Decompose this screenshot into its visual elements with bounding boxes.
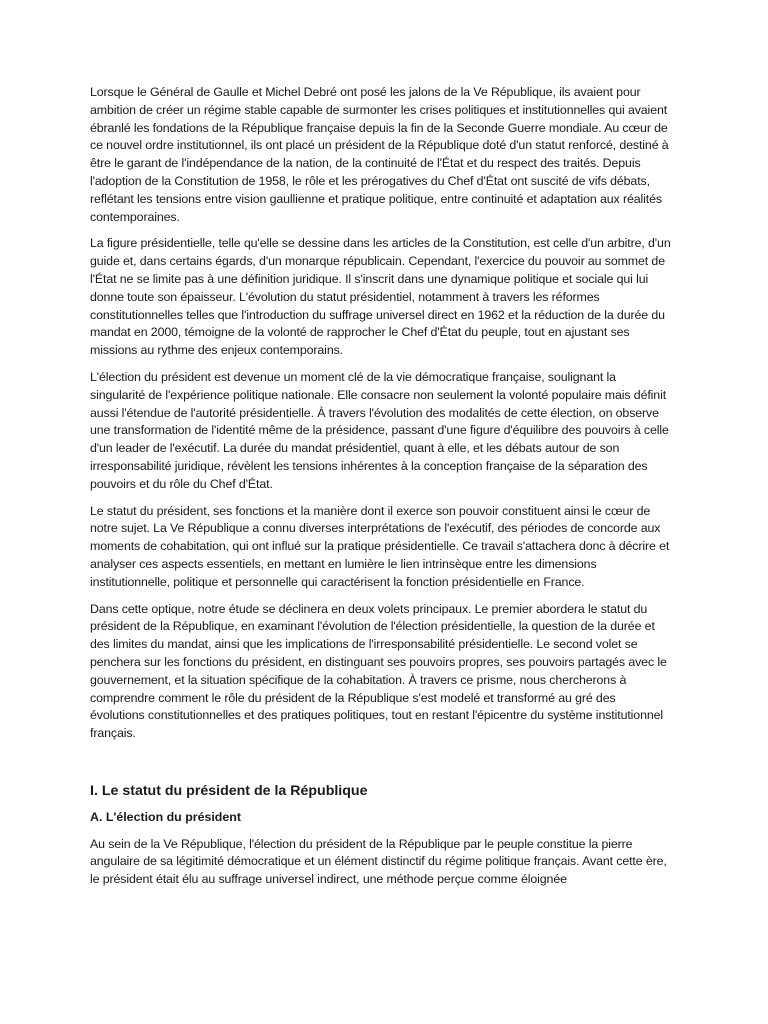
intro-paragraph-4: Le statut du président, ses fonctions et la manière dont il exerce son pouvoir constituent ainsi le cœur de notre sujet. La Ve République a connu diverses interprétations de l'exécutif, des périodes de concorde aux moments de cohabitation, qui ont influé sur la pratique présidentielle. Ce travail s'attachera donc à décrire et analyser ces aspects essentiels, en mettant en lumière le lien intrinsèque entre les dimensions institutionnelle, politique et personnelle qui caractérisent la fonction présidentielle en France. xyxy=(90,503,670,589)
section-heading: I. Le statut du président de la République xyxy=(90,782,368,799)
section-paragraph: Au sein de la Ve République, l'élection du président de la République par le peuple constitue la pierre angulaire de sa légitimité démocratique et un élément distinctif du régime politique français. Avant cette ère, le président était élu au suffrage universel indirect, une méthode perçue comme éloignée xyxy=(90,836,667,887)
intro-paragraph-5: Dans cette optique, notre étude se déclinera en deux volets principaux. Le premier abordera le statut du président de la République, en examinant l'évolution de l'élection présidentielle, la question de la durée et des limites du mandat, ainsi que les implications de l'irresponsabilité présidentielle. Le second volet se penchera sur les fonctions du président, en distinguant ses pouvoirs propres, ses pouvoirs partagés avec le gouvernement, et la situation spécifique de la cohabitation. À travers ce prisme, nous chercherons à comprendre comment le rôle du président de la République s'est modelé et transformé au gré des évolutions constitutionnelles et des pratiques politiques, tout en restant l'épicentre du système institutionnel français. xyxy=(90,601,667,741)
subsection-heading: A. L'élection du président xyxy=(90,809,241,824)
intro-paragraph-2: La figure présidentielle, telle qu'elle se dessine dans les articles de la Constitution, est celle d'un arbitre, d'un guide et, dans certains égards, d'un monarque républicain. Cependant, l'exercice du pouvoir au sommet de l'État ne se limite pas à une définition juridique. Il s'inscrit dans une dynamique politique et sociale qui lui donne toute son épaisseur. L'évolution du statut présidentiel, notamment à travers les réformes constitutionnelles telles que l'introduction du suffrage universel direct en 1962 et la réduction de la durée du mandat en 2000, témoigne de la volonté de rapprocher le Chef d'État du peuple, tout en ajustant ses missions au rythme des enjeux contemporains. xyxy=(90,236,671,358)
intro-paragraph-3: L'élection du président est devenue un moment clé de la vie démocratique française, soulignant la singularité de l'expérience politique nationale. Elle consacre non seulement la volonté populaire mais définit aussi l'étendue de l'autorité présidentielle. À travers l'évolution des modalités de cette élection, on observe une transformation de l'identité même de la présidence, passant d'une figure d'équilibre des pouvoirs à celle d'un leader de l'exécutif. La durée du mandat présidentiel, quant à elle, et les débats autour de son irresponsabilité juridique, révèlent les tensions inhérentes à la conception française de la séparation des pouvoirs et du rôle du Chef d'État. xyxy=(90,369,669,491)
document-page xyxy=(90,84,673,898)
intro-paragraph-1: Lorsque le Général de Gaulle et Michel Debré ont posé les jalons de la Ve République, ils avaient pour ambition de créer un régime stable capable de surmonter les crises politiques et institutionnelles qui avaient ébranlé les fondations de la République française depuis la fin de la Seconde Guerre mondiale. Au cœur de ce nouvel ordre institutionnel, ils ont placé un président de la République doté d'un statut renforcé, destiné à être le garant de l'indépendance de la nation, de la continuité de l'État et du respect des traités. Depuis l'adoption de la Constitution de 1958, le rôle et les prérogatives du Chef d'État ont suscité de vifs débats, reflétant les tensions entre vision gaullienne et pratique politique, entre continuité et adaptation aux réalités contemporaines. xyxy=(90,85,669,224)
